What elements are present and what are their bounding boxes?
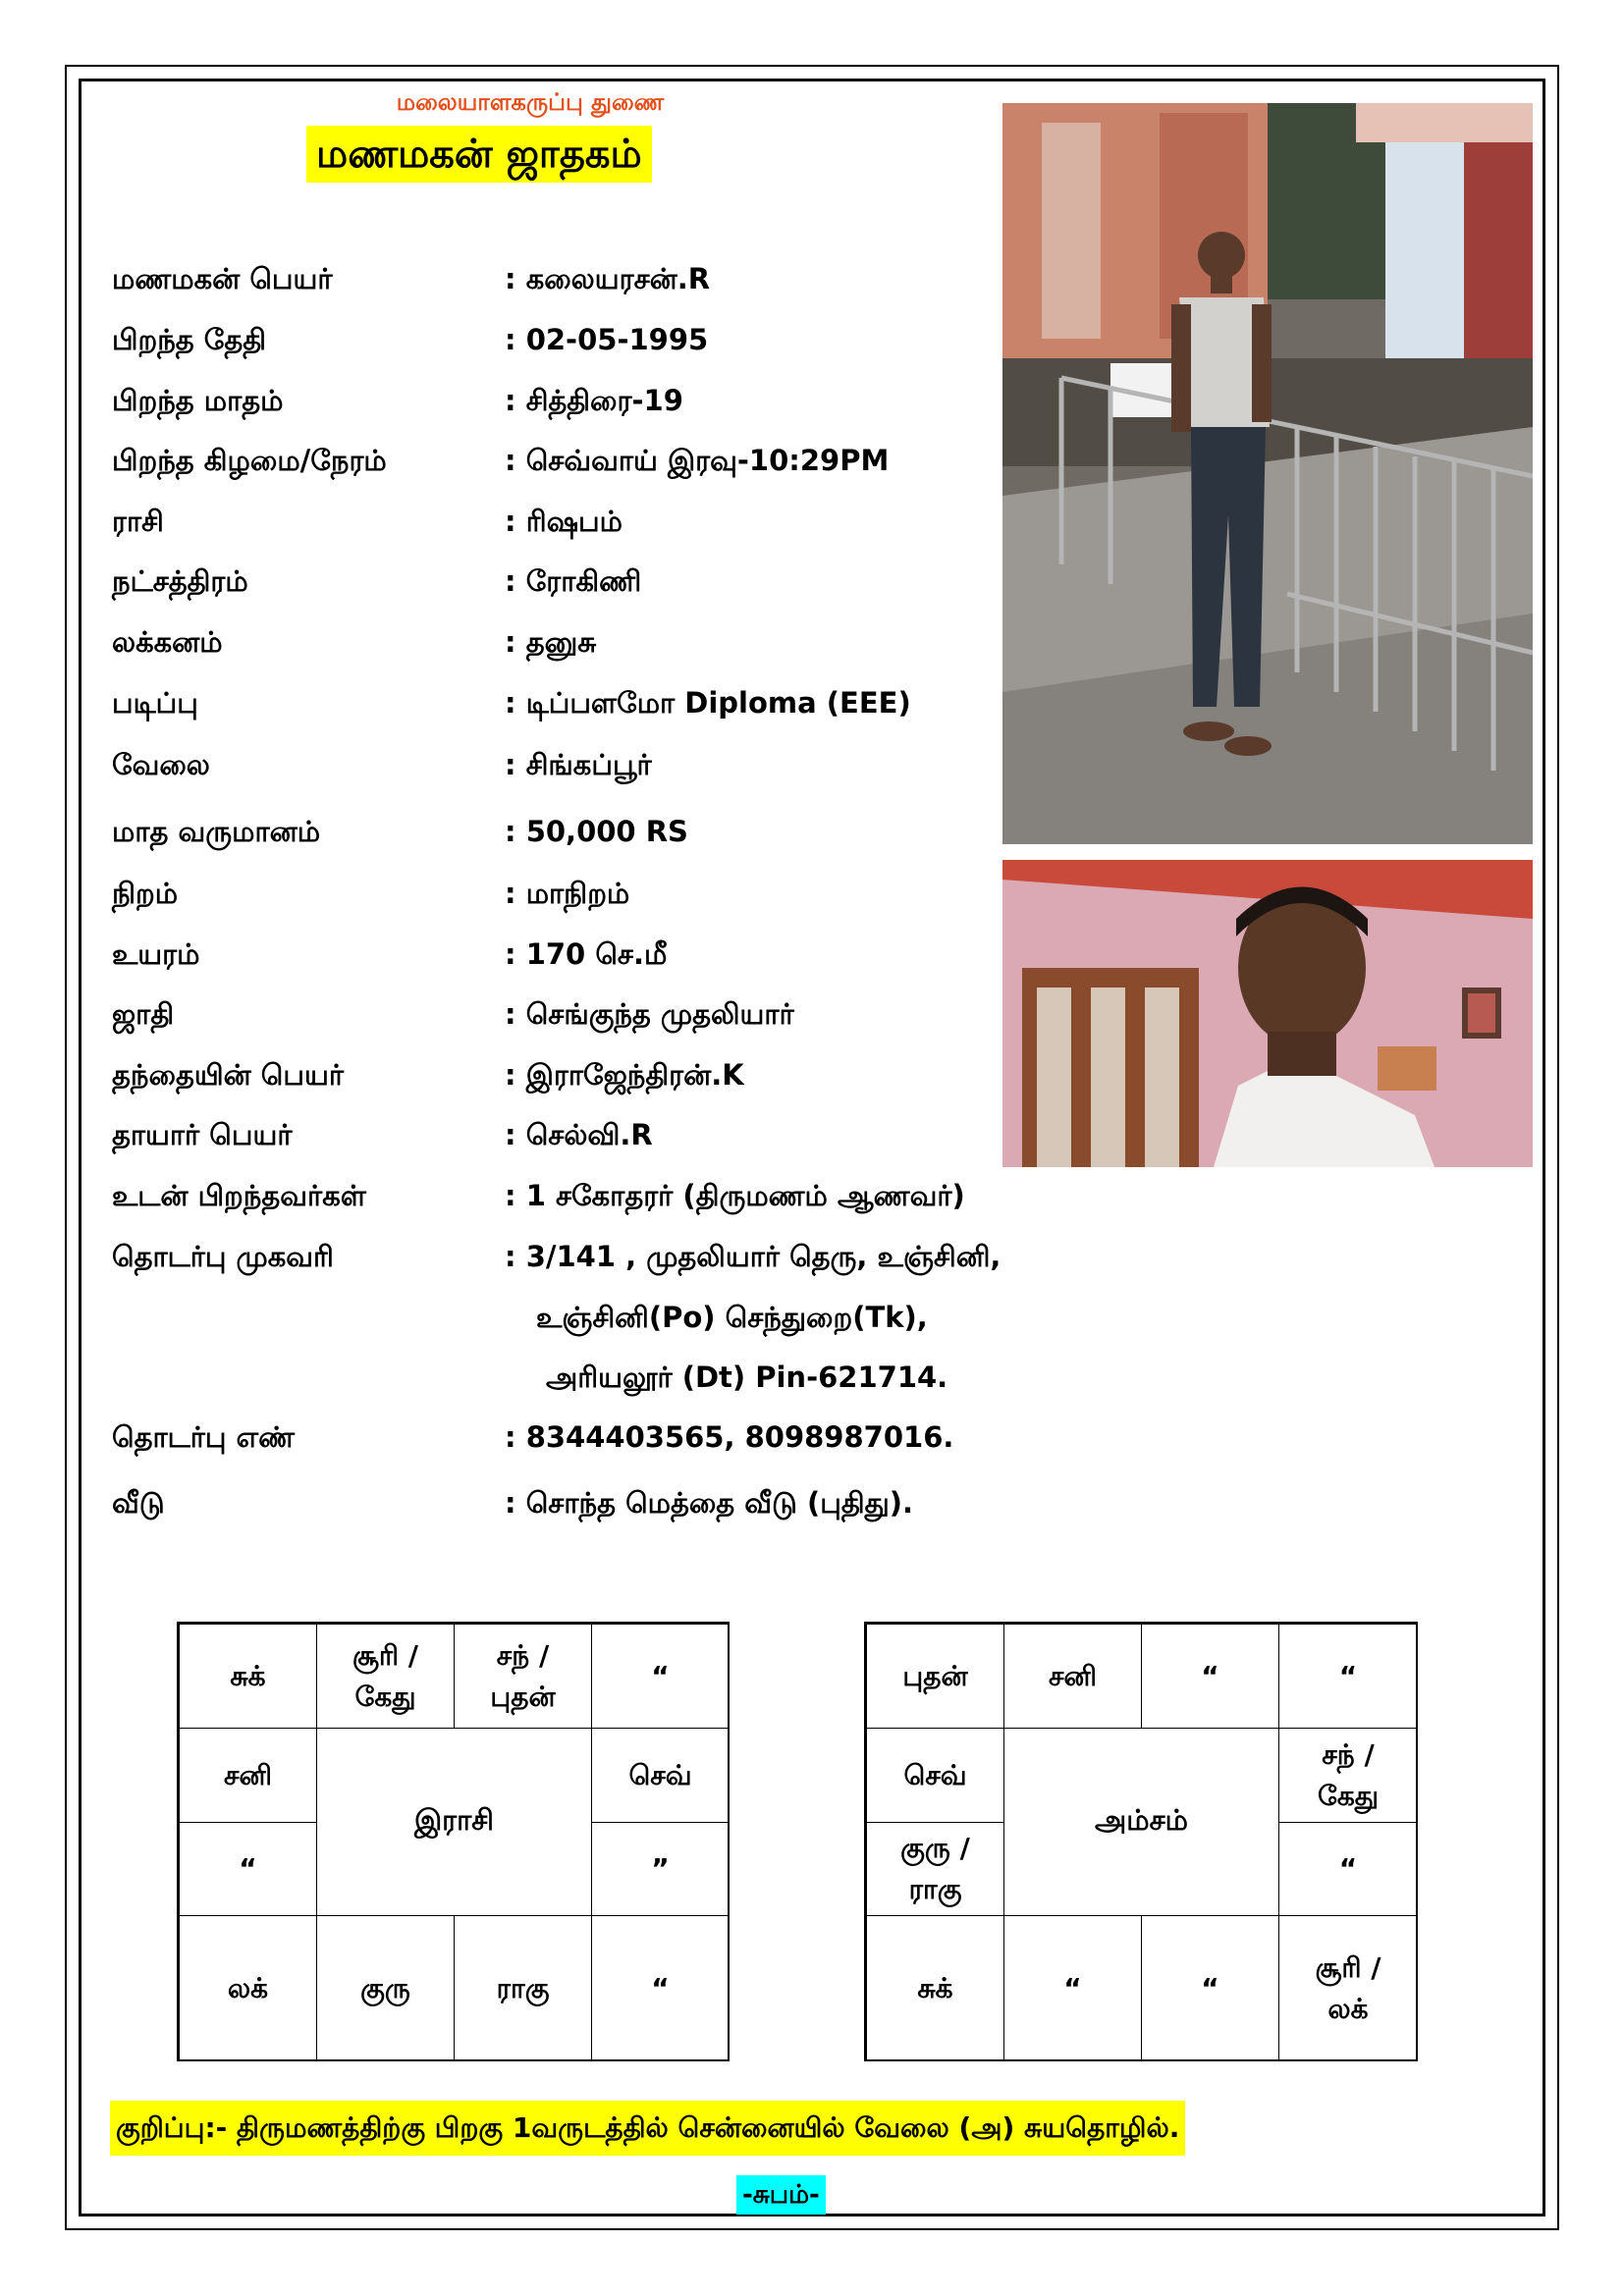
detail-row-dob — [112, 314, 708, 365]
amsam-cell: சுக் — [866, 1915, 1004, 2061]
detail-row-height — [112, 929, 667, 980]
blessing-text: மலையாளகருப்பு துணை — [396, 88, 665, 116]
detail-value: : ரோகிணி — [505, 564, 642, 598]
rasi-chart-title: இராசி — [413, 1803, 495, 1837]
detail-value: : 8344403565, 8098987016. — [505, 1420, 954, 1454]
detail-value: : சொந்த மெத்தை வீடு (புதிது). — [505, 1486, 914, 1520]
amsam-cell: “ — [1278, 1822, 1418, 1916]
detail-value: : செவ்வாய் இரவு-10:29PM — [505, 444, 890, 477]
detail-row-name — [112, 253, 710, 304]
rasi-cell: சுக் — [179, 1624, 317, 1729]
rasi-cell: சூரி / கேது — [316, 1624, 455, 1729]
amsam-cell: குரு / ராகு — [866, 1822, 1004, 1916]
rasi-cell: லக் — [179, 1915, 317, 2061]
rasi-cell: செவ் — [591, 1728, 730, 1823]
detail-row-month — [112, 375, 683, 426]
detail-label: மணமகன் பெயர் — [112, 262, 333, 295]
detail-value: : 50,000 RS — [505, 815, 688, 848]
detail-row-siblings — [112, 1170, 965, 1221]
detail-label: பிறந்த கிழமை/நேரம் — [112, 444, 387, 477]
detail-label: நிறம் — [112, 877, 179, 910]
groom-photo-full-image — [1002, 103, 1533, 844]
detail-label: வீடு — [112, 1486, 165, 1520]
rasi-cell: “ — [179, 1822, 317, 1916]
page-title: மணமகன் ஜாதகம் — [306, 126, 652, 183]
detail-value: : 3/141 , முதலியார் தெரு, உஞ்சினி, — [505, 1240, 1001, 1273]
detail-row-caste — [112, 988, 794, 1040]
amsam-cell: “ — [1003, 1915, 1142, 2061]
detail-row-mother — [112, 1109, 653, 1160]
detail-label: பிறந்த தேதி — [112, 323, 267, 356]
amsam-cell: சூரி / லக் — [1278, 1915, 1418, 2061]
detail-label: தந்தையின் பெயர் — [112, 1058, 344, 1092]
detail-row-job — [112, 739, 652, 790]
detail-label: பிறந்த மாதம் — [112, 384, 284, 417]
rasi-cell: சந் / புதன் — [454, 1624, 592, 1729]
groom-photo-selfie-image — [1002, 860, 1533, 1167]
detail-label: தாயார் பெயர் — [112, 1118, 293, 1151]
amsam-cell: “ — [1141, 1915, 1279, 2061]
detail-row-phone — [112, 1412, 953, 1463]
rasi-cell: ” — [591, 1822, 730, 1916]
amsam-cell: சனி — [1003, 1624, 1142, 1729]
detail-label: படிப்பு — [112, 686, 198, 720]
groom-photo-selfie — [1002, 860, 1533, 1167]
detail-row-father — [112, 1049, 744, 1100]
detail-value: : மாநிறம் — [505, 877, 630, 910]
amsam-cell: சந் / கேது — [1278, 1728, 1418, 1823]
rasi-cell: சனி — [179, 1728, 317, 1823]
amsam-cell: புதன் — [866, 1624, 1004, 1729]
detail-label: வேலை — [112, 748, 210, 781]
rasi-cell: “ — [591, 1624, 730, 1729]
note-text: குறிப்பு:- திருமணத்திற்கு பிறகு 1வருடத்தில் சென்னையில் வேலை (அ) சுயதொழில். — [110, 2101, 1185, 2156]
detail-value: : சிங்கப்பூர் — [505, 748, 652, 781]
detail-row-education — [112, 677, 911, 728]
detail-value: : ரிஷபம் — [505, 505, 623, 538]
detail-row-address — [112, 1231, 1001, 1282]
detail-label: தொடர்பு எண் — [112, 1420, 296, 1454]
groom-photo-full — [1002, 103, 1533, 844]
detail-value: : செங்குந்த முதலியார் — [505, 997, 794, 1031]
rasi-cell: “ — [591, 1915, 730, 2061]
detail-label: ராசி — [112, 505, 164, 538]
detail-value: : தனுசு — [505, 625, 597, 659]
rasi-cell: குரு — [316, 1915, 455, 2061]
detail-label: மாத வருமானம் — [112, 815, 321, 848]
detail-value: : டிப்பளமோ Diploma (EEE) — [505, 686, 911, 720]
footer-text: -சுபம்- — [736, 2175, 826, 2215]
detail-row-complexion — [112, 868, 629, 919]
detail-row-income — [112, 806, 688, 857]
detail-row-lagnam — [112, 616, 596, 667]
detail-value: : 1 சகோதரர் (திருமணம் ஆணவர்) — [505, 1179, 965, 1212]
address-line-3: அரியலூர் (Dt) Pin-621714. — [546, 1361, 948, 1394]
detail-value: : சித்திரை-19 — [505, 384, 683, 417]
detail-value: : 170 செ.மீ — [505, 937, 668, 971]
detail-row-house — [112, 1477, 913, 1528]
rasi-chart — [177, 1622, 730, 2061]
amsam-cell: செவ் — [866, 1728, 1004, 1823]
detail-label: உடன் பிறந்தவர்கள் — [112, 1179, 366, 1212]
detail-value: : 02-05-1995 — [505, 323, 709, 356]
detail-label: லக்கனம் — [112, 625, 223, 659]
amsam-chart-title: அம்சம் — [1095, 1803, 1188, 1837]
detail-label: தொடர்பு முகவரி — [112, 1240, 334, 1273]
detail-value: : செல்வி.R — [505, 1118, 653, 1151]
detail-row-star — [112, 556, 641, 607]
detail-value: : இராஜேந்திரன்.K — [505, 1058, 744, 1092]
detail-row-day-time — [112, 435, 889, 486]
amsam-chart — [864, 1622, 1418, 2061]
detail-label: ஜாதி — [112, 997, 175, 1031]
detail-label: உயரம் — [112, 937, 200, 971]
detail-label: நட்சத்திரம் — [112, 564, 248, 598]
detail-value: : கலையரசன்.R — [505, 262, 711, 295]
detail-row-rasi — [112, 496, 623, 547]
amsam-cell: “ — [1278, 1624, 1418, 1729]
rasi-cell: ராகு — [454, 1915, 592, 2061]
address-line-2: உஞ்சினி(Po) செந்துறை(Tk), — [536, 1301, 928, 1334]
amsam-cell: “ — [1141, 1624, 1279, 1729]
